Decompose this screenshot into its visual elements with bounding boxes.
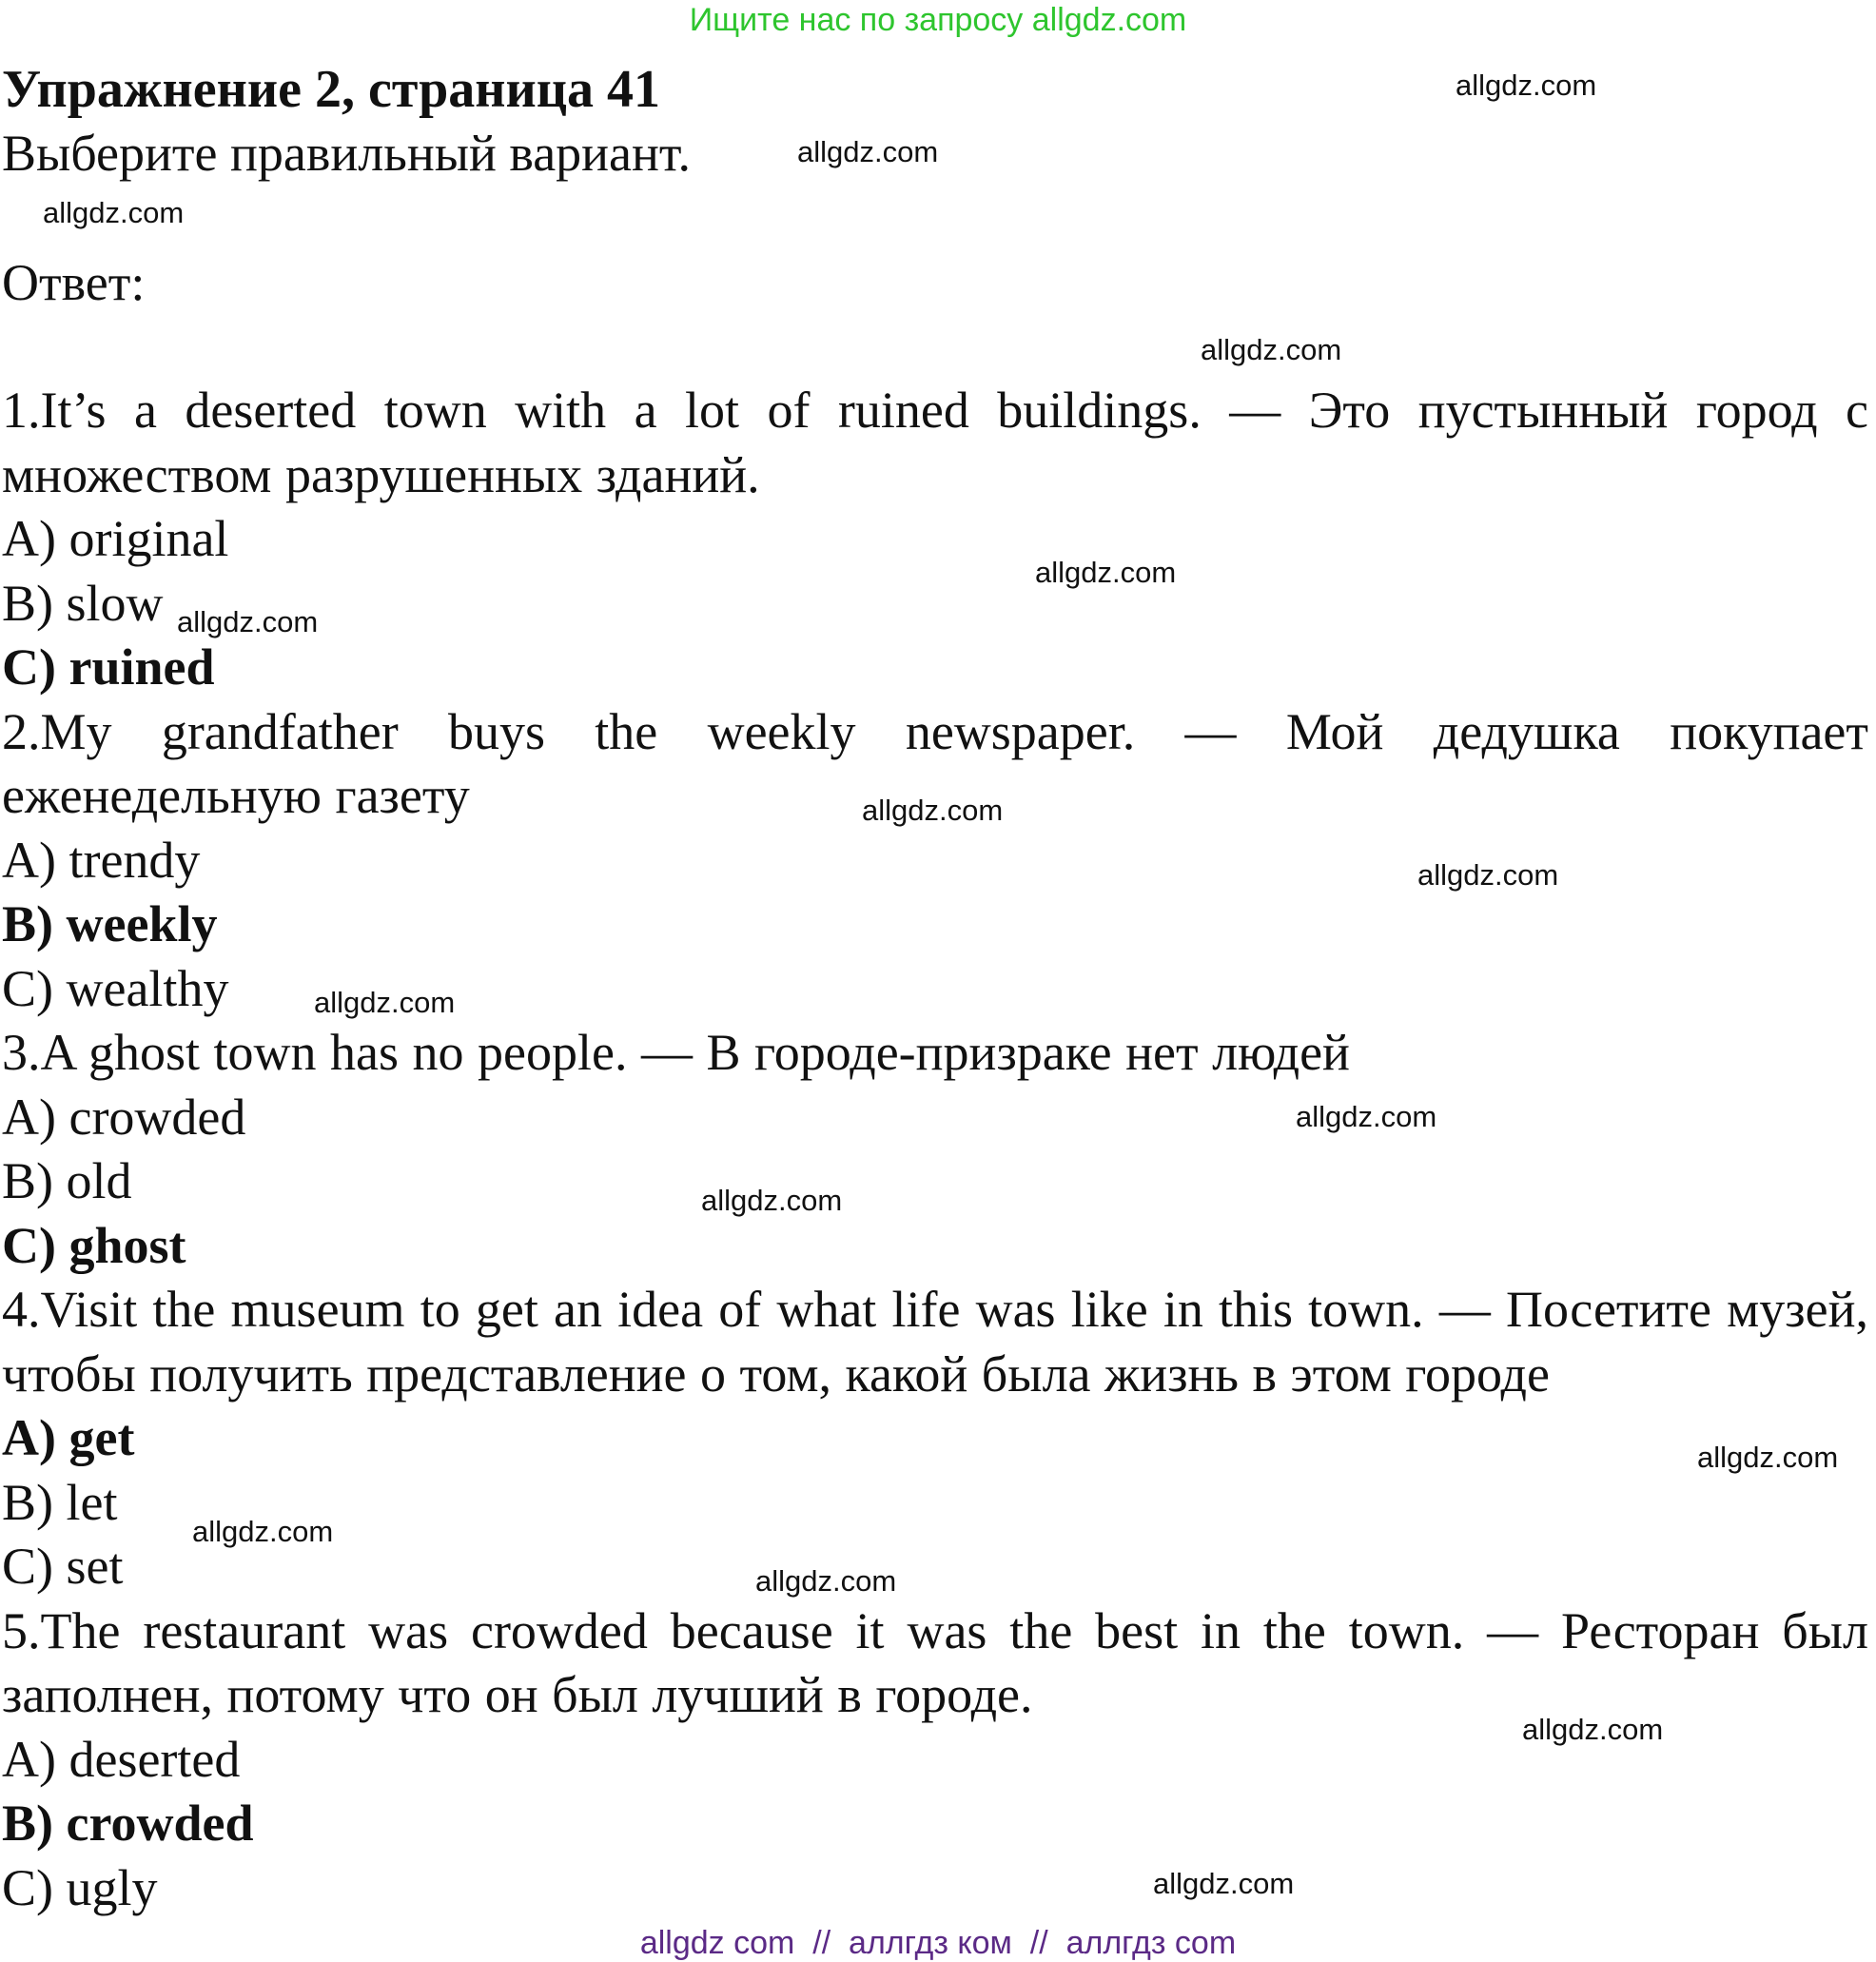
question-2-option-b-correct: B) weekly — [2, 895, 218, 952]
question-1-option-c-correct: C) ruined — [2, 638, 215, 696]
exercise-title: Упражнение 2, страница 41 — [2, 60, 661, 119]
footer-links: allgdz com // аллгдз ком // аллгдз com — [639, 1925, 1237, 1961]
watermark: allgdz.com — [1296, 1100, 1437, 1133]
question-4-option-c: C) set — [2, 1538, 124, 1595]
question-1-text: 1.It’s a deserted town with a lot of ruined buildings. — Это пустынный город с множеством разрушенных зданий. — [2, 382, 1868, 503]
watermark: allgdz.com — [43, 196, 185, 229]
question-3-option-a: A) crowded — [2, 1088, 246, 1146]
watermark: allgdz.com — [177, 605, 319, 638]
watermark: allgdz.com — [701, 1184, 843, 1217]
question-2-text: 2.My grandfather buys the weekly newspaper. — Мой дедушка покупает еженедельную газету — [2, 702, 1868, 824]
watermark: allgdz.com — [1201, 333, 1342, 366]
document-body — [2, 57, 1868, 1920]
question-3-text: 3.A ghost town has no people. — В городе-призраке нет людей — [2, 1024, 1350, 1081]
watermark: allgdz.com — [755, 1564, 897, 1598]
watermark: allgdz.com — [1153, 1867, 1295, 1900]
question-1-option-b: B) slow — [2, 574, 164, 632]
watermark: allgdz.com — [1035, 556, 1177, 589]
watermark: allgdz.com — [1522, 1713, 1664, 1746]
instruction-text: Выберите правильный вариант. — [2, 125, 691, 182]
question-5-option-b-correct: B) crowded — [2, 1795, 254, 1852]
watermark: allgdz.com — [797, 135, 939, 168]
spacer — [2, 315, 1868, 379]
watermark: allgdz.com — [862, 794, 1004, 827]
answer-label: Ответ: — [2, 253, 146, 311]
question-4-option-b: B) let — [2, 1473, 118, 1531]
question-2-option-c: C) wealthy — [2, 959, 229, 1017]
watermark: allgdz.com — [314, 986, 456, 1019]
spacer — [2, 186, 1868, 251]
watermark: allgdz.com — [1456, 69, 1597, 102]
question-5-option-a: A) deserted — [2, 1730, 241, 1788]
top-banner: Ищите нас по запросу allgdz.com — [689, 2, 1187, 38]
question-4-option-a-correct: A) get — [2, 1409, 135, 1466]
watermark: allgdz.com — [1417, 858, 1559, 892]
question-4-text: 4.Visit the museum to get an idea of what life was like in this town. — Посетите музей, чтобы получить представление о том, какой была жизнь в этом городе — [2, 1281, 1868, 1403]
watermark: allgdz.com — [1697, 1441, 1839, 1474]
watermark: allgdz.com — [192, 1515, 334, 1548]
question-3-option-c-correct: C) ghost — [2, 1216, 186, 1274]
question-3-option-b: B) old — [2, 1152, 132, 1209]
question-2-option-a: A) trendy — [2, 831, 201, 889]
question-5-option-c: C) ugly — [2, 1858, 158, 1916]
question-1-option-a: A) original — [2, 510, 229, 567]
question-5-text: 5.The restaurant was crowded because it was the best in the town. — Ресторан был заполнен, потому что он был лучший в городе. — [2, 1601, 1868, 1723]
